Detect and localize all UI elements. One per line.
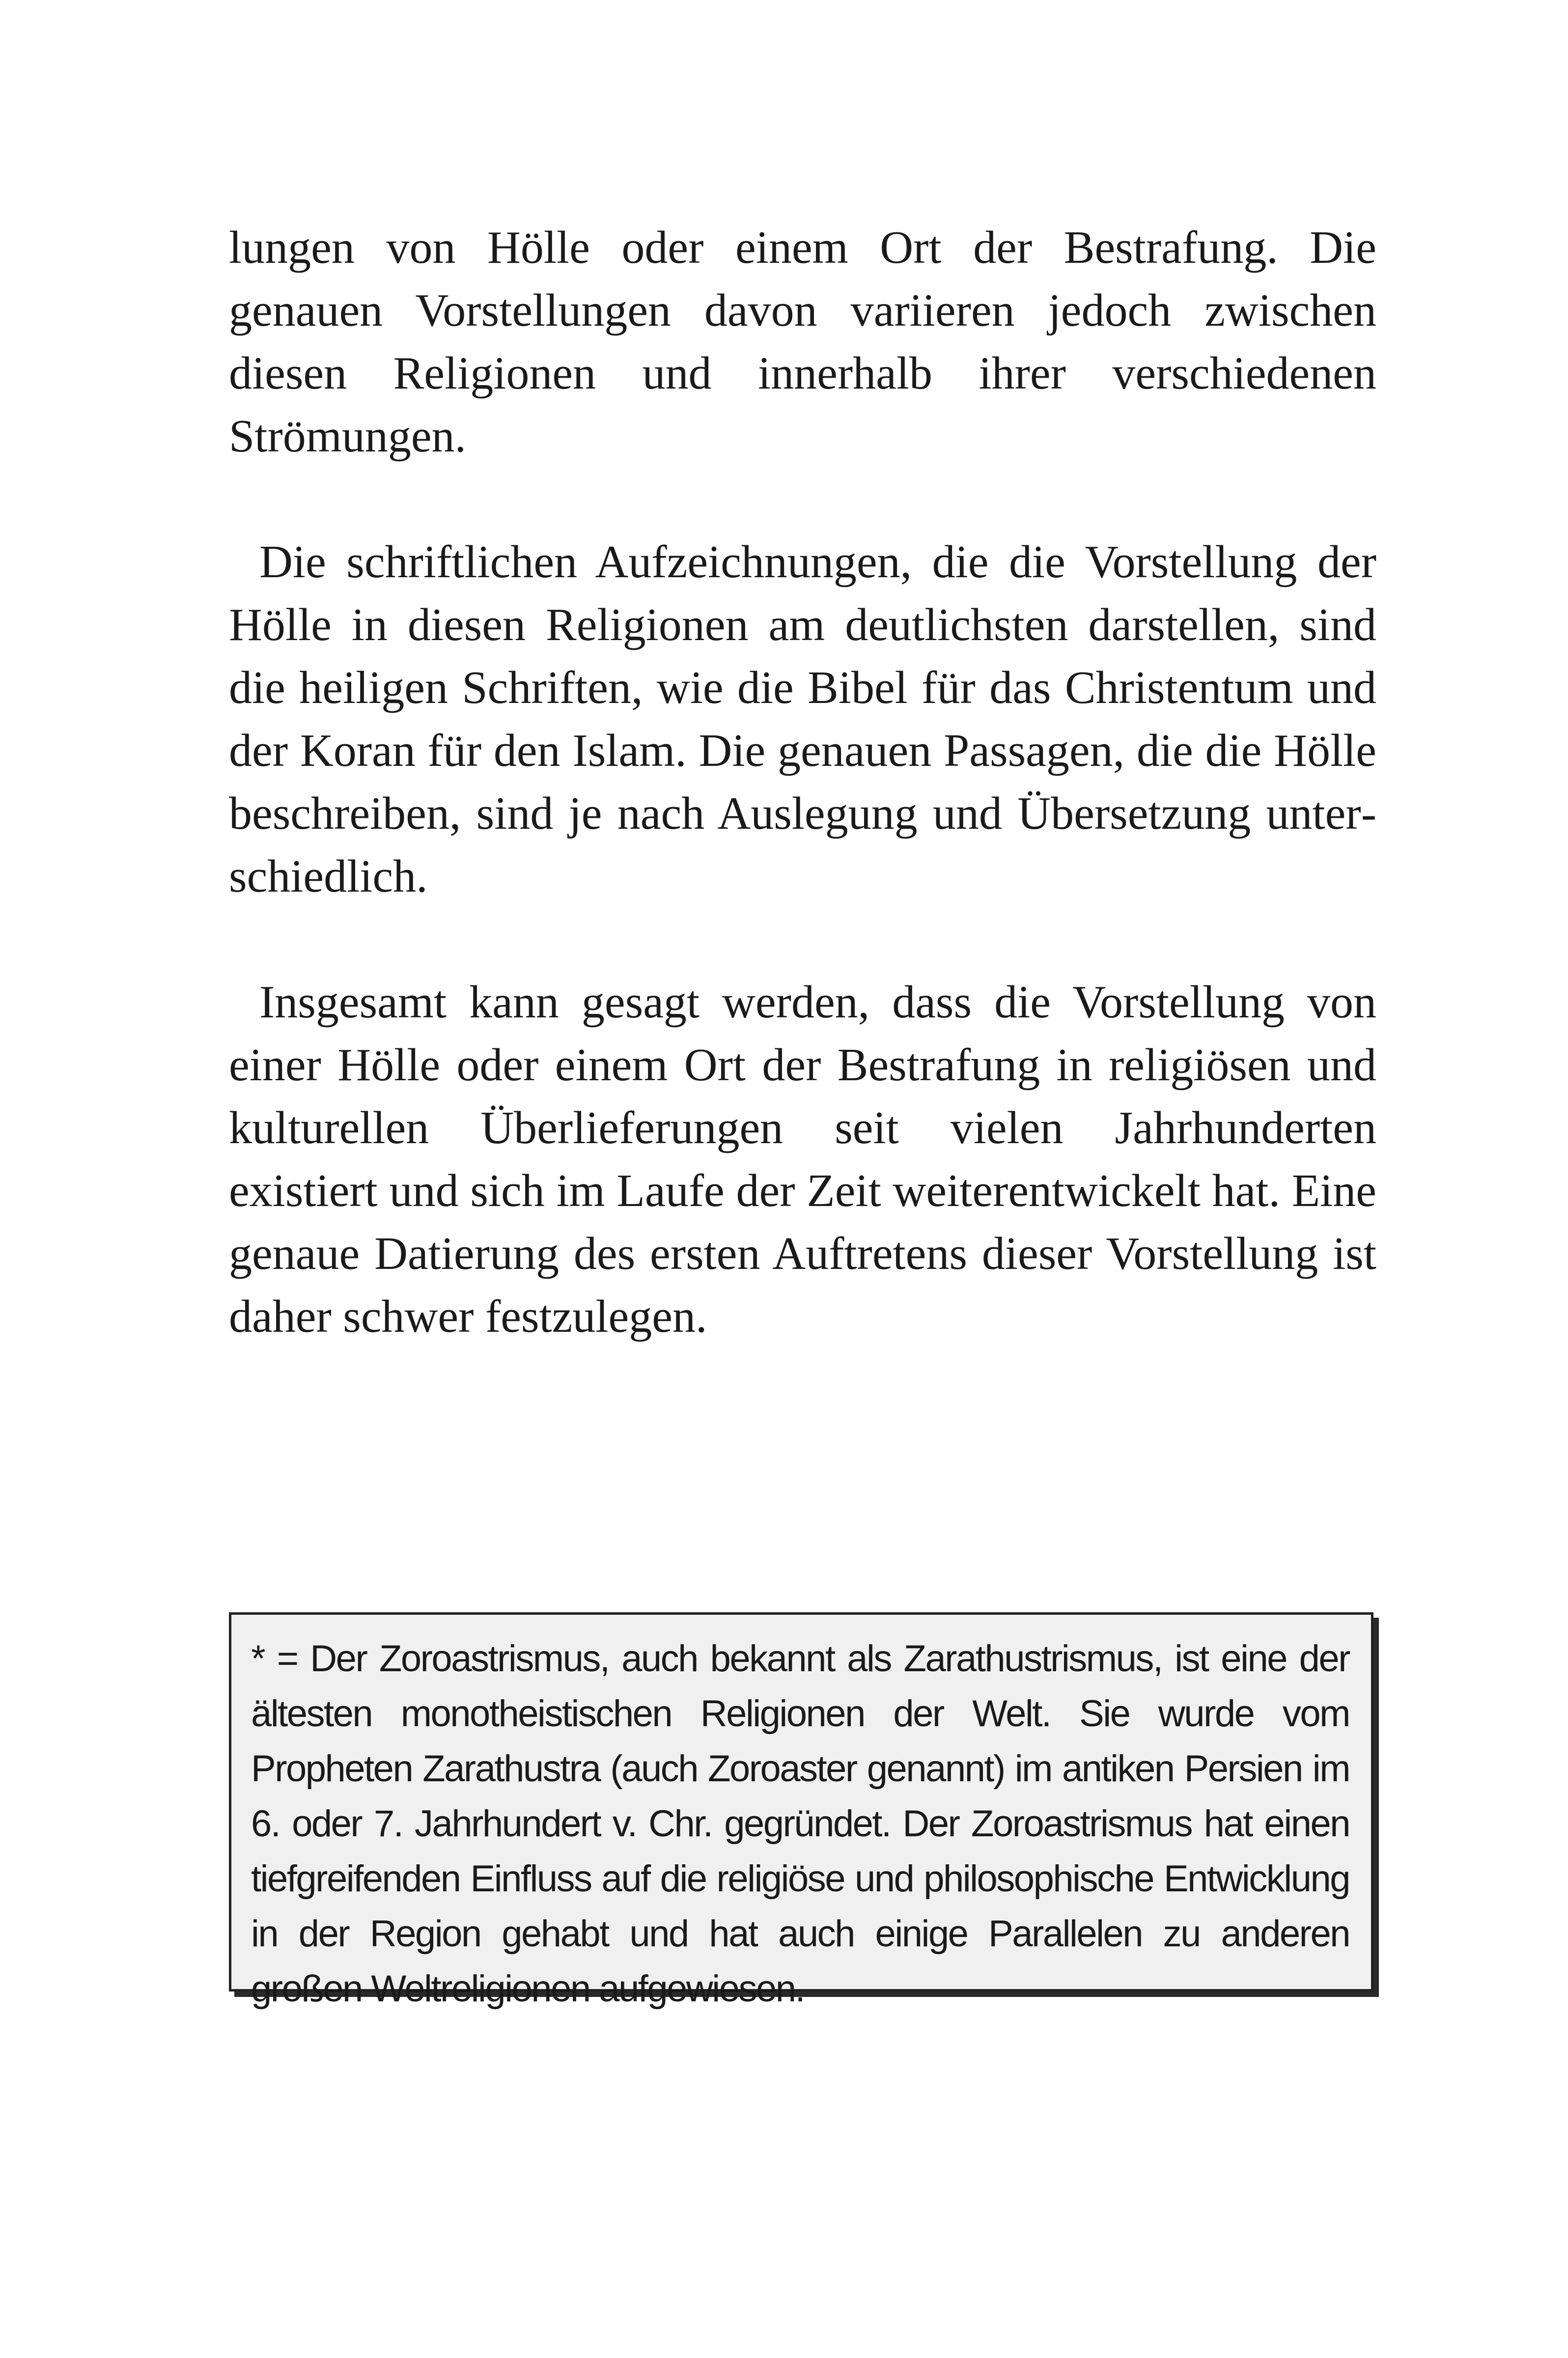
paragraph-continuation: lungen von Hölle oder einem Ort der Bestrafung. Die genauen Vorstellungen davon variieren jedoch zwischen diesen Religionen und innerhalb ihrer verschiedenen Strömungen. — [229, 222, 1376, 462]
footnote-text: * = Der Zoroastrismus, auch bekannt als Zarathustrismus, ist eine der ältesten monotheistischen Religionen der Welt. Sie wurde vom Propheten Zarathustra (auch Zoroaster genannt) im antiken Persien im 6. oder 7. Jahrhundert v. Chr. gegründet. Der Zoroastrismus hat einen tiefgreifenden Einfluss auf die religiöse und philosophische Entwicklung in der Region gehabt und hat auch einige Parallelen zu anderen großen Weltreligionen aufgewiesen. — [251, 1638, 1349, 2010]
main-text — [229, 216, 1376, 1411]
footnote-box — [229, 1612, 1373, 2010]
paragraph-scriptures: Die schriftlichen Aufzeichnungen, die die Vorstellung der Hölle in diesen Religionen am deutlichsten darstellen, sind die heiligen Schriften, wie die Bibel für das Christentum und der Koran für den Islam. Die genauen Passagen, die die Hölle beschreiben, sind je nach Auslegung und Übersetzung unterschiedlich. — [229, 536, 1376, 902]
paragraph-summary: Insgesamt kann gesagt werden, dass die Vorstellung von einer Hölle oder einem Ort der Bestrafung in religiösen und kulturellen Überlieferungen seit vielen Jahrhunderten existiert und sich im Laufe der Zeit weiterentwickelt hat. Eine genaue Datierung des ersten Auftretens dieser Vorstellung ist daher schwer festzulegen. — [229, 977, 1376, 1342]
